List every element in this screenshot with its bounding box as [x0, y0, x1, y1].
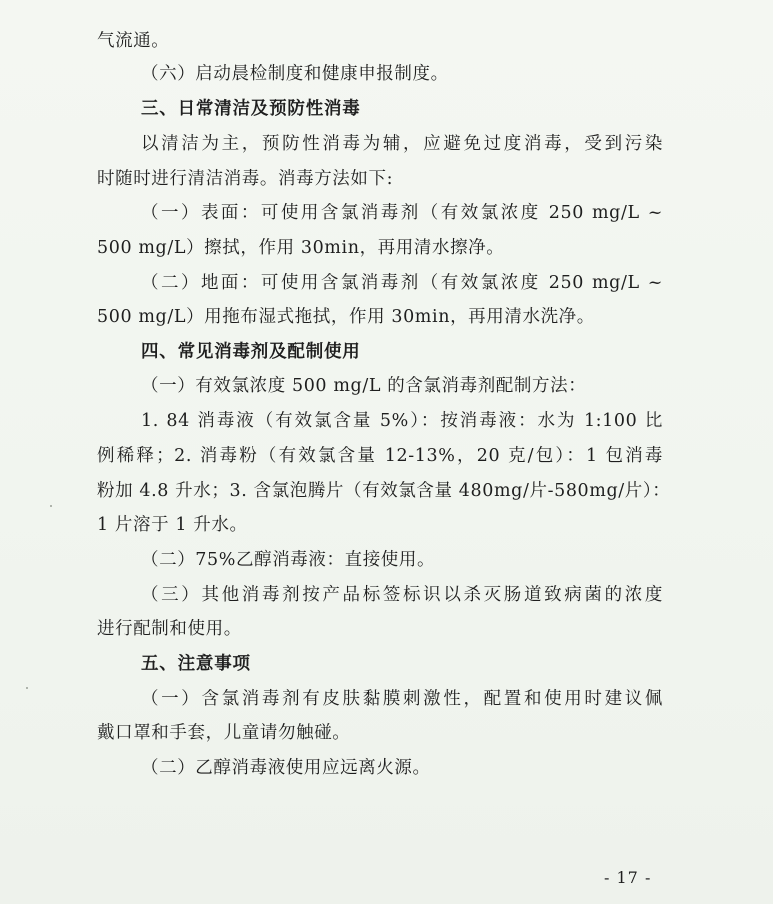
paragraph-line: 500 mg/L）用拖布湿式拖拭，作用 30min，再用清水洗净。: [97, 307, 595, 327]
paragraph-line: 时随时进行清洁消毒。消毒方法如下:: [97, 169, 394, 189]
list-item: （一）表面：可使用含氯消毒剂（有效氯浓度 250 mg/L ~: [141, 203, 663, 223]
list-item: （二）75%乙醇消毒液：直接使用。: [141, 550, 436, 570]
paragraph-line: 戴口罩和手套，儿童请勿触碰。: [97, 723, 351, 743]
list-item: 1. 84 消毒液（有效氯含量 5%）：按消毒液：水为 1:100 比: [141, 411, 663, 431]
paragraph-line: 1 片溶于 1 升水。: [97, 515, 248, 535]
scan-speck: [50, 505, 52, 507]
list-item: （二）乙醇消毒液使用应远离火源。: [141, 758, 431, 778]
section-heading: 三、日常清洁及预防性消毒: [141, 99, 361, 119]
list-item: （一）有效氯浓度 500 mg/L 的含氯消毒剂配制方法：: [141, 376, 587, 396]
paragraph-line: 以清洁为主，预防性消毒为辅，应避免过度消毒，受到污染: [141, 134, 663, 154]
paragraph-line: 500 mg/L）擦拭，作用 30min，再用清水擦净。: [97, 238, 505, 258]
list-item: （一）含氯消毒剂有皮肤黏膜刺激性，配置和使用时建议佩: [141, 689, 663, 709]
paragraph-line: 气流通。: [97, 31, 170, 51]
list-item: （六）启动晨检制度和健康申报制度。: [141, 64, 449, 84]
paragraph-line: 例稀释；2. 消毒粉（有效氯含量 12-13%，20 克/包）：1 包消毒: [97, 446, 663, 466]
list-item: （三）其他消毒剂按产品标签标识以杀灭肠道致病菌的浓度: [141, 585, 663, 605]
paragraph-line: 粉加 4.8 升水；3. 含氯泡腾片（有效氯含量 480mg/片-580mg/片）：: [97, 481, 671, 501]
paragraph-line: 进行配制和使用。: [97, 619, 242, 639]
scan-speck: [26, 687, 28, 689]
list-item: （二）地面：可使用含氯消毒剂（有效氯浓度 250 mg/L ~: [141, 273, 663, 293]
section-heading: 五、注意事项: [141, 654, 251, 674]
section-heading: 四、常见消毒剂及配制使用: [141, 342, 361, 362]
page-number: - 17 -: [604, 868, 652, 887]
